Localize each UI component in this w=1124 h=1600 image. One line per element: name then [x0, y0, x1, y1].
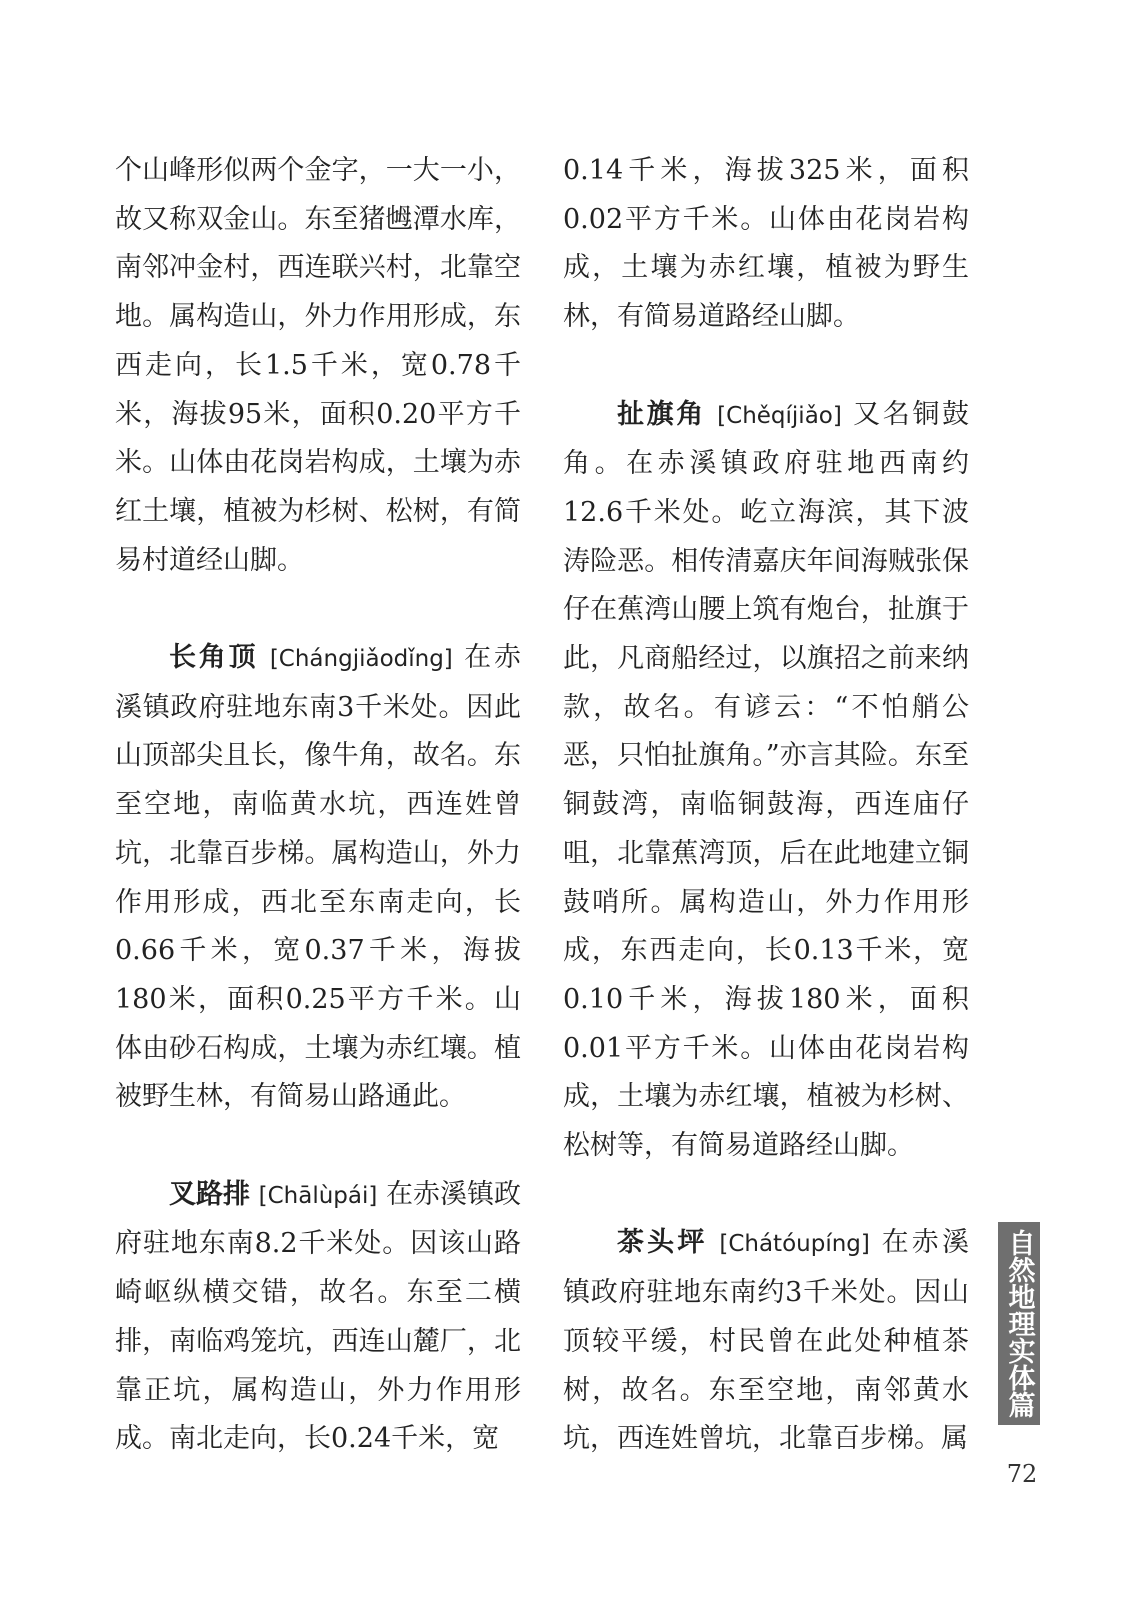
entry-pinyin: [Chālùpái] — [258, 1182, 378, 1209]
entry-term: 叉路排 — [169, 1178, 251, 1210]
right-column — [563, 147, 969, 1464]
entry-pinyin: [Chátóupíng] — [719, 1231, 870, 1258]
continued-paragraph: 个山峰形似两个金字，一大一小，故又称双金山。东至猪乸潭水库，南邻冲金村，西连联兴村，北靠空地。属构造山，外力作用形成，东西走向，长1.5千米，宽0.78千米，海拔95米，面积0.20平方千米。山体由花岗岩构成，土壤为赤红土壤，植被为杉树、松树，有简易村道经山脚。 — [115, 155, 521, 576]
entry-description: 在赤溪镇政府驻地东南3千米处。因此山顶部尖且长，像牛角，故名。东至空地，南临黄水坑，西连姓曾坑，北靠百步梯。属构造山，外力作用形成，西北至东南走向，长0.66千米，宽0.37千米，海拔180米，面积0.25平方千米。山体由砂石构成，土壤为赤红壤。植被野生林，有简易山路通此。 — [115, 642, 521, 1113]
entry-cheqijiao — [563, 391, 969, 1171]
entry-description: 在赤溪镇政府驻地东南约3千米处。因山顶较平缓，村民曾在此处种植茶树，故名。东至空地，南邻黄水坑，西连姓曾坑，北靠百步梯。属 — [563, 1227, 969, 1455]
left-column — [115, 147, 521, 1464]
entry-term: 扯旗角 — [617, 398, 706, 430]
entry-chalupai — [115, 1171, 521, 1464]
section-side-tab: 自然地理实体篇 — [998, 1222, 1040, 1425]
entry-term: 茶头坪 — [617, 1227, 708, 1259]
entry-changjiaoding — [115, 634, 521, 1122]
entry-term: 长角顶 — [169, 642, 259, 674]
entry-description: 在赤溪镇政府驻地东南8.2千米处。因该山路崎岖纵横交错，故名。东至二横排，南临鸡笼坑，西连山麓厂，北靠正坑，属构造山，外力作用形成。南北走向，长0.24千米，宽 — [115, 1178, 521, 1455]
entry-description: 又名铜鼓角。在赤溪镇政府驻地西南约12.6千米处。屹立海滨，其下波涛险恶。相传清嘉庆年间海贼张保仔在蕉湾山腰上筑有炮台，扯旗于此，凡商船经过，以旗招之前来纳款，故名。有谚云：“不怕艄公恶，只怕扯旗角。”亦言其险。东至铜鼓湾，南临铜鼓海，西连庙仔咀，北靠蕉湾顶，后在此地建立铜鼓哨所。属构造山，外力作用形成，东西走向，长0.13千米，宽0.10千米，海拔180米，面积0.01平方千米。山体由花岗岩构成，土壤为赤红壤，植被为杉树、松树等，有简易道路经山脚。 — [563, 398, 969, 1162]
continued-paragraph: 0.14千米，海拔325米，面积0.02平方千米。山体由花岗岩构成，土壤为赤红壤，植被为野生林，有简易道路经山脚。 — [563, 155, 969, 333]
entry-pinyin: [Chángjiǎodǐng] — [269, 646, 453, 673]
entry-pinyin: [Chěqíjiǎo] — [717, 402, 842, 429]
page-number: 72 — [1006, 1460, 1038, 1488]
entry-chatouping — [563, 1219, 969, 1464]
